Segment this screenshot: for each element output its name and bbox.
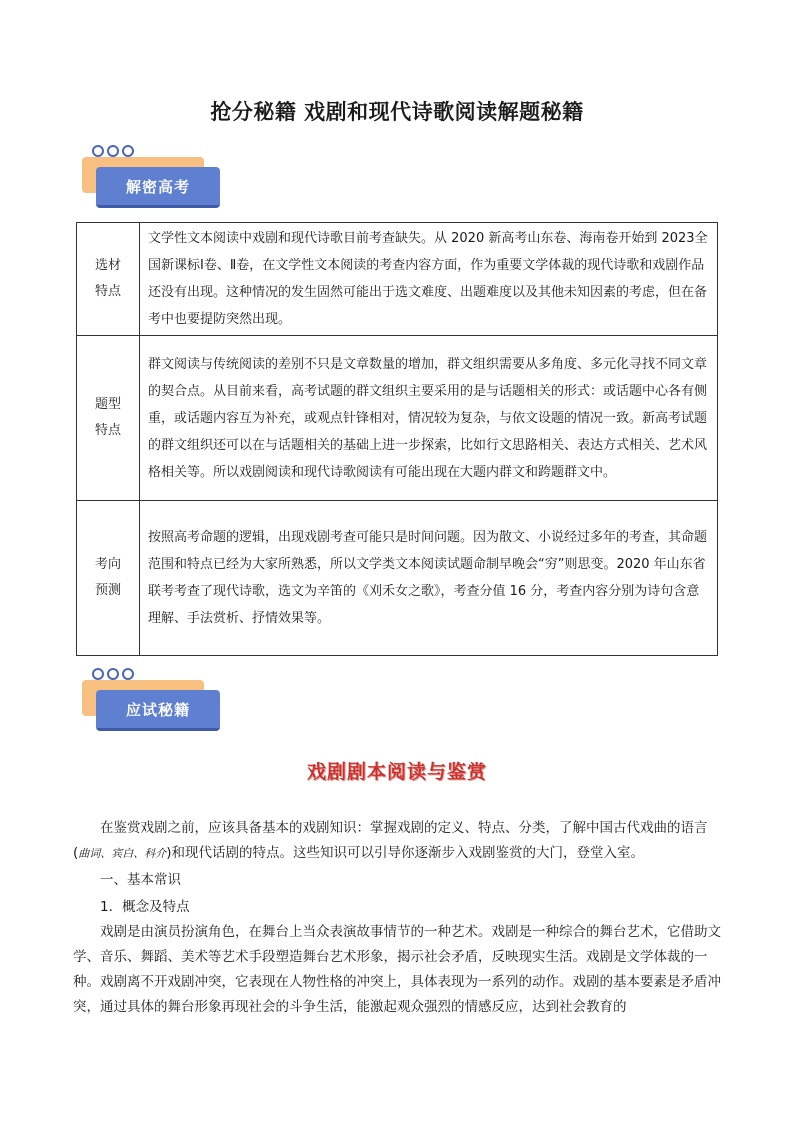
table-row — [77, 336, 718, 501]
section-badge-tips — [82, 668, 222, 730]
badge-label: 应试秘籍 — [96, 690, 220, 731]
rings-icon — [92, 145, 134, 157]
concept-subheading: 1．概念及特点 — [100, 899, 190, 915]
row-label: 考向 预测 — [77, 501, 140, 656]
row-content: 群文阅读与传统阅读的差别不只是文章数量的增加，群文组织需要从多角度、多元化寻找不同文章的契合点。从目前来看，高考试题的群文组织主要采用的是与话题相关的形式：或话题中心各有侧重，或话题内容互为补充，或观点针锋相对，情况较为复杂，与依文设题的情况一致。新高考试题的群文组织还可以在与话题相关的基础上进一步探索，比如行文思路相关、表达方式相关、艺术风格相关等。所以戏剧阅读和现代诗歌阅读有可能出现在大题内群文和跨题群文中。 — [140, 336, 718, 501]
row-content: 按照高考命题的逻辑，出现戏剧考查可能只是时间问题。因为散文、小说经过多年的考查，其命题范围和特点已经为大家所熟悉，所以文学类文本阅读试题命制早晚会“穷”则思变。2020 年山东省联考考查了现代诗歌，选文为辛笛的《刈禾女之歌》，考查分值 16 分，考查内容分别为诗句含意理解、手法赏析、抒情效果等。 — [140, 501, 718, 656]
section-heading: 戏剧剧本阅读与鉴赏 — [306, 761, 487, 783]
intro-note: 曲词、宾白、科介 — [78, 847, 167, 860]
section-badge-decode — [82, 145, 222, 207]
table-row — [77, 501, 718, 656]
badge-label: 解密高考 — [96, 167, 220, 208]
row-label: 选材 特点 — [77, 223, 140, 336]
table-row — [77, 223, 718, 336]
body-text — [73, 816, 721, 1020]
row-content: 文学性文本阅读中戏剧和现代诗歌目前考查缺失。从 2020 新高考山东卷、海南卷开始到 2023全国新课标Ⅰ卷、Ⅱ卷，在文学性文本阅读的考查内容方面，作为重要文学体裁的现代诗歌和戏剧作品还没有出现。这种情况的发生固然可能出于选文难度、出题难度以及其他未知因素的考虑，但在备考中也要提防突然出现。 — [140, 223, 718, 336]
rings-icon — [92, 668, 134, 680]
basic-heading: 一、基本常识 — [100, 872, 181, 888]
row-label: 题型 特点 — [77, 336, 140, 501]
drama-paragraph: 戏剧是由演员扮演角色，在舞台上当众表演故事情节的一种艺术。戏剧是一种综合的舞台艺术，它借助文学、音乐、舞蹈、美术等艺术手段塑造舞台艺术形象，揭示社会矛盾，反映现实生活。戏剧是文学体裁的一种。戏剧离不开戏剧冲突，它表现在人物性格的冲突上，具体表现为一系列的动作。戏剧的基本要素是矛盾冲突，通过具体的舞台形象再现社会的斗争生活，能激起观众强烈的情感反应，达到社会教育的 — [73, 924, 721, 1015]
intro-paragraph: 在鉴赏戏剧之前，应该具备基本的戏剧知识：掌握戏剧的定义、特点、分类，了解中国古代戏曲的语言(曲词、宾白、科介)和现代话剧的特点。这些知识可以引导你逐渐步入戏剧鉴赏的大门，登堂入室。 — [73, 820, 708, 861]
info-table — [76, 222, 718, 656]
page-title: 抢分秘籍 戏剧和现代诗歌阅读解题秘籍 — [210, 100, 584, 124]
